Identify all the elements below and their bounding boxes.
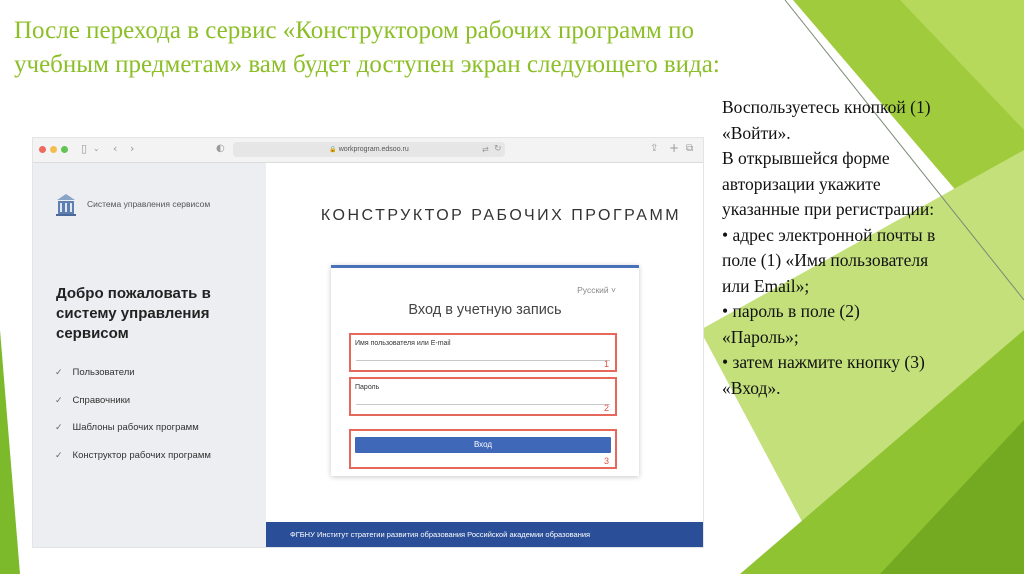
feature-label: Пользователи bbox=[72, 367, 135, 378]
feature-item bbox=[55, 395, 130, 406]
instruction-line: поле (1) «Имя пользователя bbox=[722, 250, 929, 270]
username-highlight bbox=[349, 333, 617, 372]
address-bar[interactable] bbox=[233, 142, 505, 157]
password-input[interactable] bbox=[356, 404, 610, 405]
lock-icon: 🔒 bbox=[329, 146, 337, 153]
feature-label: Шаблоны рабочих программ bbox=[72, 422, 199, 433]
login-button-highlight bbox=[349, 429, 617, 469]
marker-2: 2 bbox=[603, 403, 609, 413]
instruction-line: • пароль в поле (2) bbox=[722, 301, 860, 321]
minimize-window-button[interactable] bbox=[50, 146, 57, 153]
login-button[interactable]: Вход bbox=[355, 437, 611, 453]
feature-item bbox=[55, 450, 211, 461]
language-select[interactable]: Русский ˅ bbox=[577, 285, 616, 295]
check-icon: ✓ bbox=[55, 451, 63, 461]
instruction-line: указанные при регистрации: bbox=[722, 199, 935, 219]
chevron-down-icon[interactable]: ⌄ bbox=[93, 144, 100, 153]
browser-toolbar bbox=[33, 138, 703, 163]
shield-icon[interactable]: ◐ bbox=[216, 143, 225, 154]
instruction-line: или Email»; bbox=[722, 275, 810, 296]
instruction-line: «Войти». bbox=[722, 122, 791, 143]
sidebar-panel bbox=[33, 163, 266, 547]
instruction-line: Воспользуетесь кнопкой (1) bbox=[722, 97, 931, 117]
reload-icon[interactable]: ↻ bbox=[494, 144, 502, 154]
password-label: Пароль bbox=[355, 384, 380, 391]
page-heading: КОНСТРУКТОР РАБОЧИХ ПРОГРАММ bbox=[320, 207, 682, 224]
translate-icon[interactable]: ⇄ bbox=[482, 145, 489, 154]
username-input[interactable] bbox=[356, 360, 610, 361]
feature-item bbox=[55, 422, 199, 433]
sidebar-icon[interactable]: ▯ bbox=[81, 142, 88, 155]
new-tab-icon[interactable]: + bbox=[669, 141, 680, 155]
marker-1: 1 bbox=[603, 359, 609, 369]
feature-item bbox=[55, 367, 135, 378]
browser-window bbox=[33, 138, 703, 547]
forward-icon[interactable]: › bbox=[130, 142, 135, 155]
feature-label: Конструктор рабочих программ bbox=[72, 450, 211, 461]
login-form bbox=[331, 265, 639, 476]
footer-bar: ФГБНУ Институт стратегии развития образования Российской академии образования bbox=[266, 522, 703, 547]
close-window-button[interactable] bbox=[39, 146, 46, 153]
password-highlight bbox=[349, 377, 617, 416]
slide-title: После перехода в сервис «Конструктором рабочих программ по учебным предметам» вам будет доступен экран следующего вида: bbox=[14, 17, 720, 78]
url-text: workprogram.edsoo.ru bbox=[338, 146, 409, 153]
instruction-line: «Вход». bbox=[722, 377, 781, 398]
instruction-text bbox=[722, 95, 997, 401]
instruction-line: В открывшейся форме bbox=[722, 148, 890, 168]
back-icon[interactable]: ‹ bbox=[113, 142, 118, 155]
tabs-icon[interactable]: ⧉ bbox=[686, 143, 694, 154]
marker-3: 3 bbox=[603, 456, 609, 466]
instruction-line: • адрес электронной почты в bbox=[722, 224, 936, 245]
check-icon: ✓ bbox=[55, 396, 63, 406]
username-label: Имя пользователя или E-mail bbox=[355, 340, 451, 347]
login-form-title: Вход в учетную запись bbox=[408, 302, 562, 318]
instruction-line: авторизации укажите bbox=[722, 173, 881, 194]
check-icon: ✓ bbox=[55, 423, 63, 433]
share-icon[interactable]: ⇪ bbox=[650, 143, 659, 154]
welcome-heading: Добро пожаловать в систему управления сервисом bbox=[56, 285, 211, 342]
check-icon: ✓ bbox=[55, 368, 63, 378]
instruction-line: «Пароль»; bbox=[722, 326, 799, 347]
maximize-window-button[interactable] bbox=[61, 146, 68, 153]
system-name: Система управления сервисом bbox=[87, 199, 211, 209]
instruction-line: • затем нажмите кнопку (3) bbox=[722, 352, 925, 372]
building-logo-icon bbox=[55, 193, 77, 217]
feature-label: Справочники bbox=[72, 395, 131, 406]
